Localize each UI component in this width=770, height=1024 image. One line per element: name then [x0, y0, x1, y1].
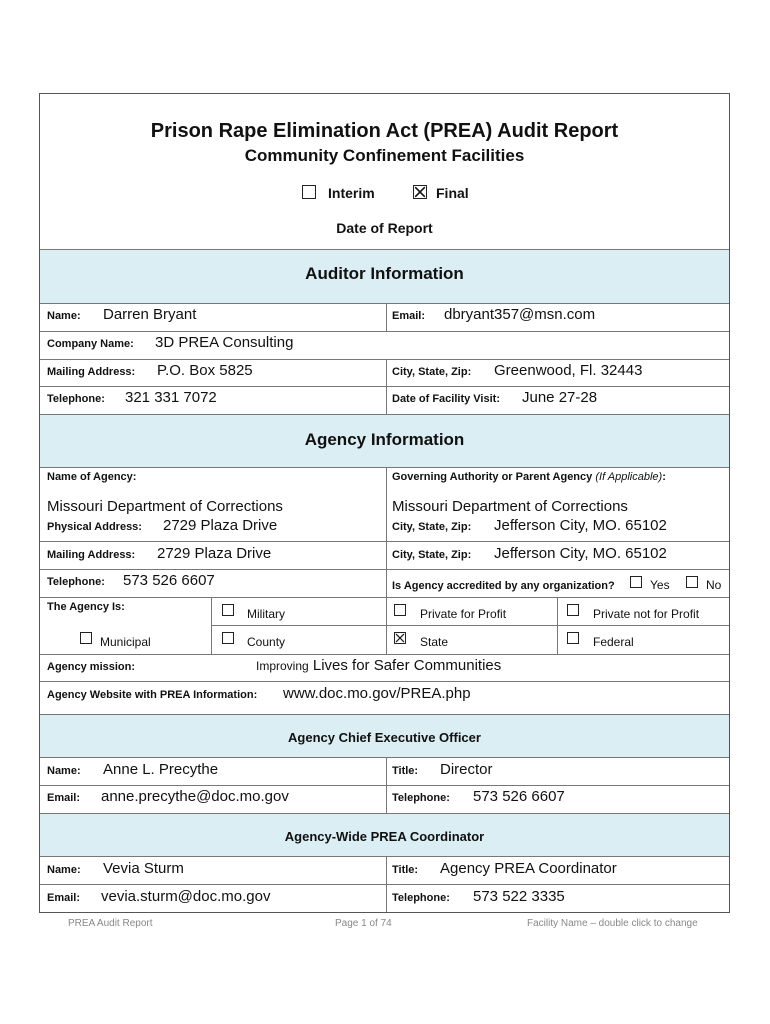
agency-mailing[interactable]: 2729 Plaza Drive: [157, 545, 272, 562]
federal-checkbox[interactable]: [567, 632, 579, 644]
report-title: Prison Rape Elimination Act (PREA) Audit Report: [150, 120, 619, 142]
auditor-section-title: Auditor Information: [305, 264, 464, 283]
footer-facility-name[interactable]: Facility Name – double click to change: [527, 918, 698, 929]
ceo-title-label: Title:: [392, 765, 419, 777]
ceo-name-label: Name:: [47, 765, 81, 777]
private-profit-checkbox[interactable]: [394, 604, 406, 616]
agency-city2[interactable]: Jefferson City, MO. 65102: [494, 545, 667, 562]
agency-website[interactable]: www.doc.mo.gov/PREA.php: [283, 685, 471, 702]
final-label: Final: [436, 185, 469, 201]
coordinator-name-label: Name:: [47, 864, 81, 876]
federal-label: Federal: [593, 635, 634, 649]
agency-name-label: Name of Agency:: [47, 471, 137, 483]
agency-section-title: Agency Information: [304, 430, 465, 449]
agency-mailing-label: Mailing Address:: [47, 549, 136, 561]
checkmark-x-icon: [414, 186, 426, 198]
date-of-report-label: Date of Report: [336, 220, 433, 236]
company-name-label: Company Name:: [47, 338, 134, 350]
agency-city2-label: City, State, Zip:: [392, 549, 472, 561]
coordinator-name[interactable]: Vevia Sturm: [103, 860, 184, 877]
parent-agency-label: Governing Authority or Parent Agency (If Applicable):: [392, 471, 666, 483]
auditor-email[interactable]: dbryant357@msn.com: [444, 306, 596, 323]
ceo-email-label: Email:: [47, 792, 81, 804]
coordinator-email[interactable]: vevia.sturm@doc.mo.gov: [101, 888, 271, 905]
auditor-phone-label: Telephone:: [47, 393, 105, 405]
ceo-phone-label: Telephone:: [392, 792, 450, 804]
ceo-phone[interactable]: 573 526 6607: [473, 788, 565, 805]
website-label: Agency Website with PREA Information:: [47, 689, 258, 701]
coordinator-email-label: Email:: [47, 892, 81, 904]
agency-name[interactable]: Missouri Department of Corrections: [47, 498, 283, 515]
auditor-phone[interactable]: 321 331 7072: [125, 389, 217, 406]
ceo-name[interactable]: Anne L. Precythe: [103, 761, 219, 778]
agency-is-label: The Agency Is:: [47, 601, 125, 613]
auditor-email-label: Email:: [392, 310, 426, 322]
ceo-section-title: Agency Chief Executive Officer: [288, 730, 481, 745]
auditor-city-label: City, State, Zip:: [392, 366, 472, 378]
state-label: State: [420, 635, 449, 649]
auditor-mailing-label: Mailing Address:: [47, 366, 136, 378]
coordinator-section-title: Agency-Wide PREA Coordinator: [284, 829, 485, 844]
coordinator-phone-label: Telephone:: [392, 892, 450, 904]
parent-agency[interactable]: Missouri Department of Corrections: [392, 498, 628, 515]
municipal-label: Municipal: [100, 635, 151, 649]
coordinator-phone[interactable]: 573 522 3335: [473, 888, 565, 905]
private-profit-label: Private for Profit: [420, 607, 507, 621]
coordinator-title[interactable]: Agency PREA Coordinator: [440, 860, 617, 877]
accredited-no-checkbox[interactable]: [686, 576, 698, 588]
physical-address-label: Physical Address:: [47, 521, 142, 533]
mission-label: Agency mission:: [47, 661, 136, 673]
agency-mission[interactable]: Improving Lives for Safer Communities: [256, 657, 502, 674]
military-checkbox[interactable]: [222, 604, 234, 616]
auditor-name[interactable]: Darren Bryant: [103, 306, 197, 323]
agency-phone[interactable]: 573 526 6607: [123, 572, 215, 589]
footer-left: PREA Audit Report: [68, 918, 153, 929]
page-number: Page 1 of 74: [335, 918, 392, 929]
agency-city[interactable]: Jefferson City, MO. 65102: [494, 517, 667, 534]
interim-label: Interim: [328, 185, 375, 201]
auditor-mailing[interactable]: P.O. Box 5825: [157, 362, 253, 379]
accredited-no-label: No: [706, 578, 722, 592]
county-label: County: [247, 635, 286, 649]
military-label: Military: [247, 607, 285, 621]
municipal-checkbox[interactable]: [80, 632, 92, 644]
accredited-yes-label: Yes: [650, 578, 670, 592]
agency-phone-label: Telephone:: [47, 576, 105, 588]
final-checkbox[interactable]: [413, 185, 427, 199]
accredited-label: Is Agency accredited by any organization?: [392, 580, 615, 592]
physical-address[interactable]: 2729 Plaza Drive: [163, 517, 278, 534]
ceo-title[interactable]: Director: [440, 761, 493, 778]
ceo-email[interactable]: anne.precythe@doc.mo.gov: [101, 788, 289, 805]
state-checkbox[interactable]: [394, 632, 406, 644]
private-nonprofit-checkbox[interactable]: [567, 604, 579, 616]
coordinator-title-label: Title:: [392, 864, 419, 876]
county-checkbox[interactable]: [222, 632, 234, 644]
private-nonprofit-label: Private not for Profit: [593, 607, 700, 621]
agency-city-label: City, State, Zip:: [392, 521, 472, 533]
interim-checkbox[interactable]: [302, 185, 316, 199]
checkmark-x-icon: [395, 633, 405, 643]
auditor-city[interactable]: Greenwood, Fl. 32443: [494, 362, 643, 379]
visit-date-label: Date of Facility Visit:: [392, 393, 500, 405]
auditor-name-label: Name:: [47, 310, 81, 322]
company-name[interactable]: 3D PREA Consulting: [155, 334, 294, 351]
visit-date[interactable]: June 27-28: [522, 389, 598, 406]
accredited-yes-checkbox[interactable]: [630, 576, 642, 588]
report-subtitle: Community Confinement Facilities: [244, 146, 525, 165]
